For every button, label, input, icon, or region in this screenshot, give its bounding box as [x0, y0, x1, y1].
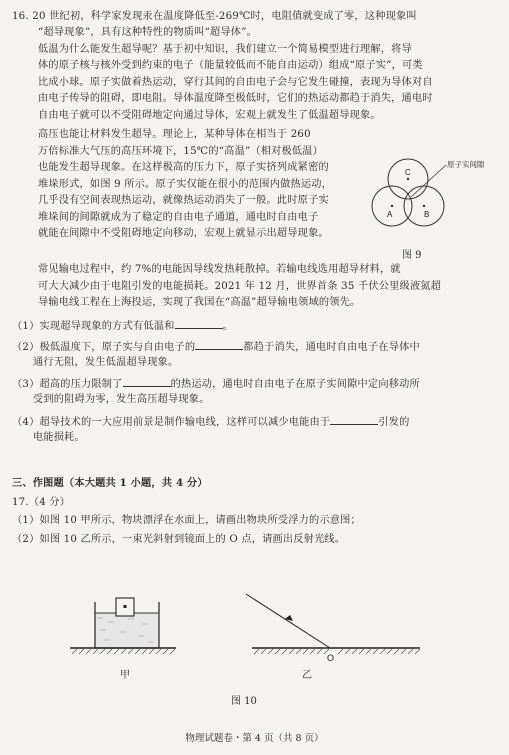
q16-sub-3-cont: 受到的阻碍为零，发生高压超导现象。	[33, 394, 210, 405]
answer-blank-4[interactable]	[330, 414, 378, 425]
label-c: C	[405, 168, 411, 177]
q16-line-8: 高压也能让材料发生超导。理论上，某种导体在相当于 260	[38, 129, 311, 140]
q16-line-5: 比成小球。原子实做着热运动，穿行其间的自由电子会与它发生碰撞，表现为导体对自	[38, 77, 433, 88]
label-b: B	[424, 210, 430, 219]
gap-label: 原子实间隙	[447, 160, 485, 169]
answer-blank-3[interactable]	[123, 376, 171, 387]
section-3-title: 三、作图题（本大题共 1 小题，共 4 分）	[12, 477, 208, 489]
gap-pointer-line	[411, 165, 446, 197]
q16-number: 16.	[12, 11, 29, 22]
q16-line-15: 常见输电过程中，约 7%的电能因导线发热耗散掉。若输电线选用超导材料，就	[38, 264, 401, 275]
answer-blank-1[interactable]	[175, 318, 223, 329]
incident-ray	[246, 594, 330, 648]
page-footer: 物理试题卷・第 4 页（共 8 页）	[185, 733, 324, 744]
figure-9-diagram	[368, 143, 496, 243]
q16-line-6: 由电子传导的阻碍，即电阻。导体温度降至极低时，它们的热运动都趋于消失，通电时	[38, 93, 433, 104]
q16-line-3: 低温为什么能发生超导呢？基于初中知识，我们建立一个简易模型进行理解，将导	[38, 44, 412, 55]
q16-line-11: 堆垛形式，如图 9 所示。原子实仅能在很小的范围内做热运动，	[38, 179, 333, 190]
water	[95, 613, 159, 648]
q16-line-13: 堆垛间的间隙就成为了稳定的自由电子通道，通电时自由电子	[38, 212, 319, 223]
figure-10-jia-label: 甲	[120, 670, 130, 681]
q16-line-17: 导输电线工程在上海投运，实现了我国在“高温”超导输电领域的领先。	[38, 297, 361, 308]
q16-line-12: 几乎没有空间表现热运动，就像热运动消失了一般。此时原子实	[38, 195, 329, 206]
q16-line-4: 体的原子核与核外受到约束的电子（能量较低而不能自由运动）组成“原子实”，可类	[38, 60, 423, 71]
q16-sub-3: （3）超高的压力限制了 的热运动，通电时自由电子在原子实间隙中定向移动所	[12, 376, 420, 392]
q16-sub-1: （1）实现超导现象的方式有低温和 。	[12, 318, 233, 334]
figure-10-jia	[68, 582, 178, 666]
q16-line-14: 就能在间隙中不受阻碍地定向移动，宏观上就显示出超导现象。	[38, 228, 329, 239]
q16-line-9: 万倍标准大气压的高压环境下，15℃的“高温”（相对极低温）	[38, 146, 324, 157]
q16-sub-2: （2）极低温度下，原子实与自由电子的 都趋于消失，通电时自由电子在导体中	[12, 339, 420, 355]
figure-10-yi	[240, 588, 430, 668]
figure-10-caption: 图 10	[231, 696, 257, 707]
q16-line-16: 可大大减少由于电阻引发的电能损耗。2021 年 12 月，世界首条 35 千伏公里级液氮超	[38, 281, 442, 292]
q16-line-10: 也能发生超导现象。在这样极高的压力下，原子实挤列成紧密的	[38, 162, 329, 173]
label-a: A	[387, 210, 393, 219]
figure-10-yi-label: 乙	[302, 670, 312, 681]
point-o-label: O	[327, 653, 335, 663]
q16-sub-4-cont: 电能损耗。	[33, 432, 85, 443]
q16-line-7: 自由电子就可以不受阻碍地定向通过导体，宏观上就发生了低温超导现象。	[38, 110, 381, 121]
answer-blank-2[interactable]	[195, 339, 243, 350]
q16-line-2: “超导现象”，具有这种特性的物质叫“超导体”。	[38, 27, 257, 38]
figure-9-caption: 图 9	[402, 250, 422, 261]
q16-sub-4: （4）超导技术的一大应用前景是制作输电线，这样可以减少电能由于 引发的	[12, 414, 410, 430]
q16-text-1: 20 世纪初，科学家发现汞在温度降低至-269℃时，电阻值就变成了零，这种现象叫	[32, 11, 417, 22]
q16-line-1	[12, 10, 417, 24]
q17-sub-1: （1）如图 10 甲所示，物块漂浮在水面上，请画出物块所受浮力的示意图；	[12, 515, 361, 526]
q17-number: 17.（4 分）	[12, 497, 71, 508]
q17-sub-2: （2）如图 10 乙所示，一束光斜射到镜面上的 O 点，请画出反射光线。	[12, 534, 346, 545]
q16-sub-2-cont: 通行无阻，发生低温超导现象。	[33, 357, 179, 368]
